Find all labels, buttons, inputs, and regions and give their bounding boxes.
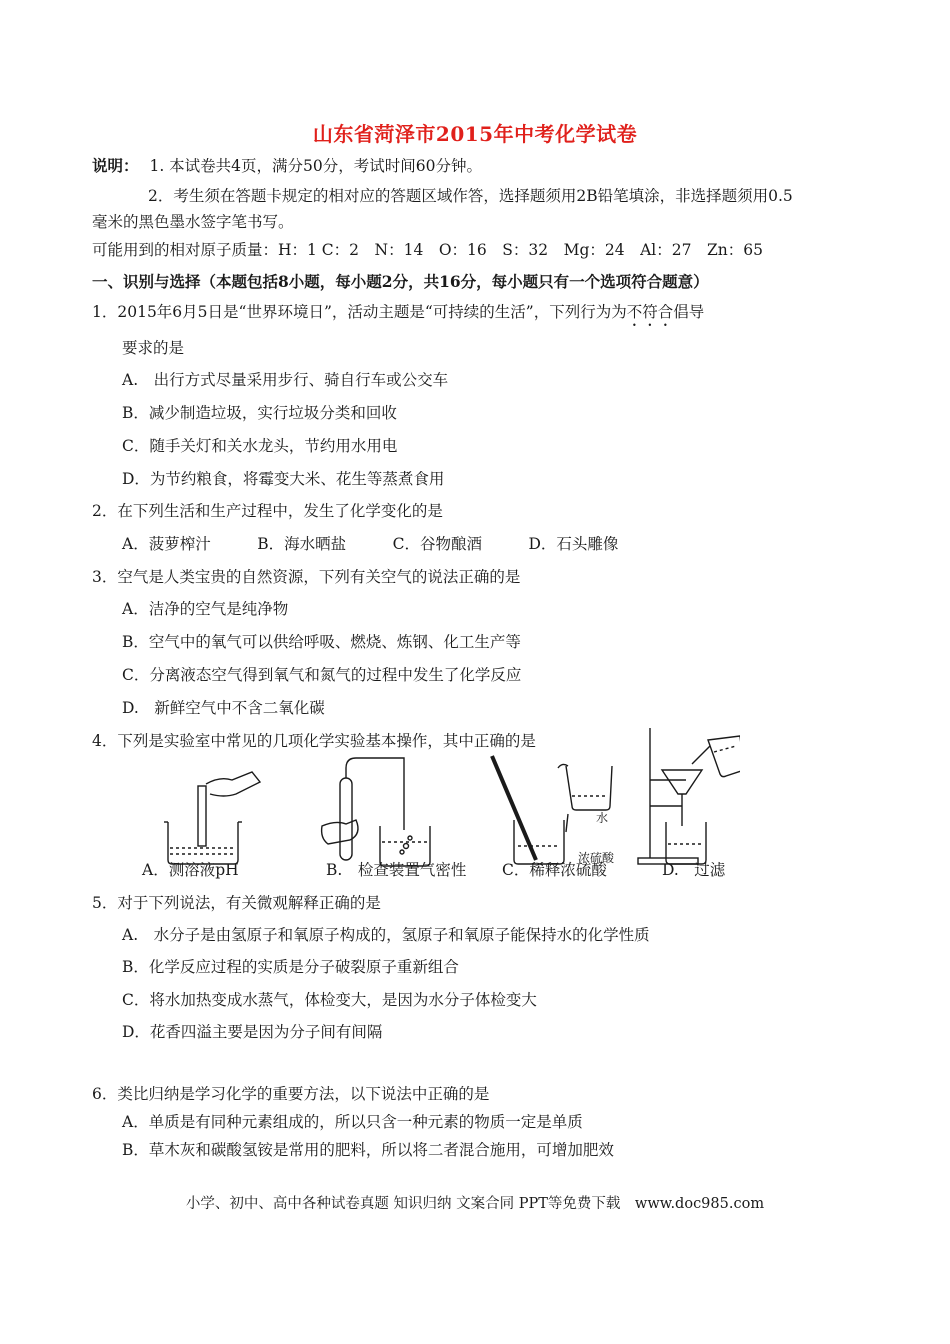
page-title: 山东省菏泽市2015年中考化学试卷 — [312, 122, 638, 146]
fig-d-filtration — [638, 728, 740, 864]
q4-caption-c: C．稀释浓硫酸 — [502, 861, 607, 879]
q2-stem: 2．在下列生活和生产过程中，发生了化学变化的是 — [92, 502, 443, 520]
fig-b-airtightness-check — [322, 758, 430, 866]
notes-label: 说明： — [92, 156, 139, 175]
q6-option-a: A．单质是有同种元素组成的，所以只含一种元素的物质一定是单质 — [122, 1113, 583, 1131]
q1-stem-line2: 要求的是 — [122, 339, 185, 357]
fig-c-dilute-acid — [492, 756, 612, 864]
section1-heading: 一、识别与选择（本题包括8小题，每小题2分，共16分，每小题只有一个选项符合题意） — [92, 272, 709, 291]
atomic-masses: 可能用到的相对原子质量：H：1 C：2 N：14 O：16 S：32 Mg：24 Al：27 Zn：65 — [92, 241, 763, 259]
q1-option-b: B．减少制造垃圾，实行垃圾分类和回收 — [122, 404, 397, 422]
q1-option-c: C．随手关灯和关水龙头，节约用水用电 — [122, 437, 398, 455]
q1-stem — [92, 302, 704, 330]
page-footer: 小学、初中、高中各种试卷真题 知识归纳 文案合同 PPT等免费下载 www.doc985.com — [185, 1196, 765, 1212]
notes-item2-line2: 毫米的黑色墨水签字笔书写。 — [92, 213, 294, 231]
notes-line1 — [92, 156, 482, 176]
q1-stem-start: 1．2015年6月5日是“世界环境日”，活动主题是“可持续的生活”，下列行为为 — [92, 303, 627, 321]
q3-option-a: A．洁净的空气是纯净物 — [122, 600, 289, 618]
q3-option-c: C．分离液态空气得到氧气和氮气的过程中发生了化学反应 — [122, 666, 522, 684]
q1-option-d: D．为节约粮食，将霉变大米、花生等蒸煮食用 — [122, 470, 445, 488]
q6-stem: 6．类比归纳是学习化学的重要方法，以下说法中正确的是 — [92, 1085, 490, 1103]
q2-options: A．菠萝榨汁 B．海水晒盐 C．谷物酿酒 D．石头雕像 — [122, 535, 619, 553]
q4-stem: 4．下列是实验室中常见的几项化学实验基本操作，其中正确的是 — [92, 732, 536, 750]
q4-caption-a: A．测溶液pH — [142, 861, 239, 879]
notes-item1: 1. 本试卷共4页，满分50分，考试时间60分钟。 — [149, 157, 482, 175]
q5-option-d: D．花香四溢主要是因为分子间有间隔 — [122, 1023, 383, 1041]
q6-option-b: B．草木灰和碳酸氢铵是常用的肥料，所以将二者混合施用，可增加肥效 — [122, 1141, 614, 1159]
q4-caption-b: B. 检查装置气密性 — [326, 861, 467, 879]
q5-option-b: B．化学反应过程的实质是分子破裂原子重新组合 — [122, 958, 459, 976]
fig-a-ph-test — [164, 772, 260, 864]
q5-option-a: A. 水分子是由氢原子和氧原子构成的，氢原子和氧原子能保持水的化学性质 — [122, 926, 650, 944]
q3-option-b: B．空气中的氧气可以供给呼吸、燃烧、炼钢、化工生产等 — [122, 633, 521, 651]
q5-option-c: C．将水加热变成水蒸气，体检变大，是因为水分子体检变大 — [122, 991, 537, 1009]
q1-stem-emphasis: 不符合 — [626, 303, 674, 321]
notes-item2-line1: 2．考生须在答题卡规定的相对应的答题区域作答，选择题须用2B铅笔填涂，非选择题须用0.5 — [148, 187, 793, 205]
q3-stem: 3．空气是人类宝贵的自然资源，下列有关空气的说法正确的是 — [92, 568, 521, 586]
label-concentrated-acid: 浓硫酸 — [578, 851, 615, 865]
q5-stem: 5．对于下列说法，有关微观解释正确的是 — [92, 894, 381, 912]
q3-option-d: D. 新鲜空气中不含二氧化碳 — [122, 699, 325, 717]
q1-option-a: A. 出行方式尽量采用步行、骑自行车或公交车 — [122, 371, 449, 389]
q4-caption-d: D. 过滤 — [662, 861, 726, 879]
q1-stem-end: 倡导 — [673, 303, 705, 321]
label-water: 水 — [596, 811, 609, 825]
